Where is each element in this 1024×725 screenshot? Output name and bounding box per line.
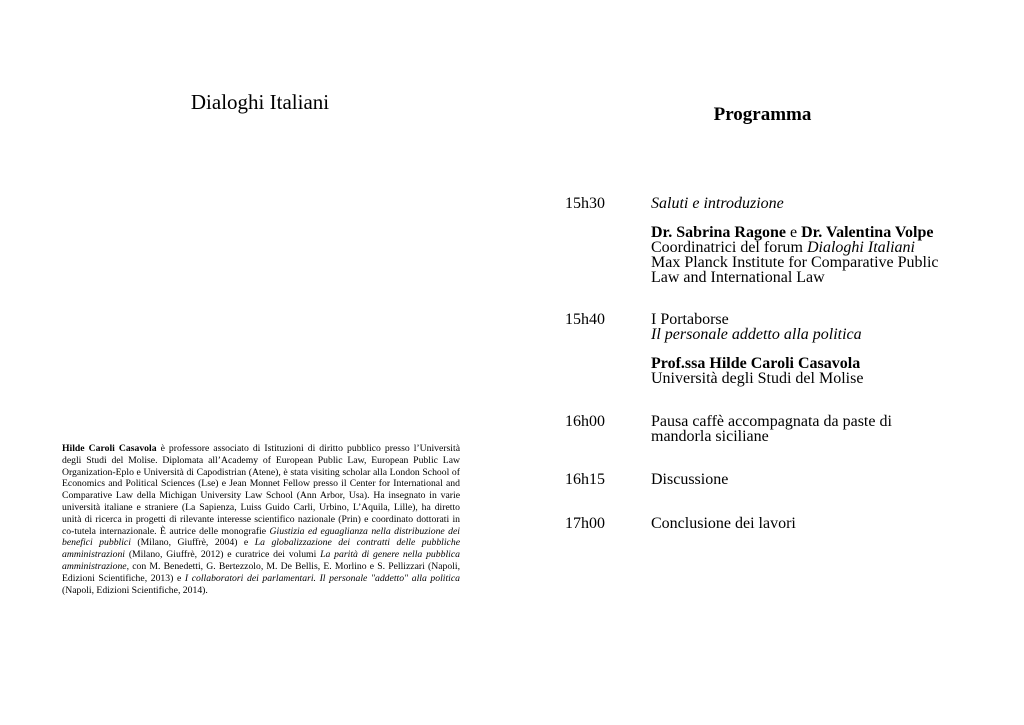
program-content <box>651 472 981 487</box>
forum-name: Dialoghi Italiani <box>806 239 915 256</box>
program-content <box>651 414 981 444</box>
program-time: 16h00 <box>565 413 605 430</box>
program-title-text: I Portaborse <box>651 311 729 328</box>
program-title-text: mandorla siciliane <box>651 428 769 445</box>
program-content <box>651 516 981 531</box>
program-subtitle: Il personale addetto alla politica <box>651 326 862 343</box>
program-title-text: Conclusione dei lavori <box>651 515 796 532</box>
bio-name: Hilde Caroli Casavola <box>62 443 157 454</box>
affiliation-line: Max Planck Institute for Comparative Public <box>651 254 939 271</box>
bio-book-1: Giustizia ed eguaglianza nella distribuzione dei benefici pubblici <box>62 525 460 549</box>
program-title-text: Discussione <box>651 471 729 488</box>
program-time: 17h00 <box>565 515 605 532</box>
speaker-name: Dr. Sabrina Ragone <box>651 224 786 241</box>
program-title-text: Pausa caffè accompagnata da paste di <box>651 413 892 430</box>
speaker-role <box>651 240 981 255</box>
bio-book-3: La parità di genere nella pubblica amministrazione <box>62 549 460 572</box>
bio-book-4: I collaboratori dei parlamentari. Il personale "addetto" alla politica <box>184 572 460 584</box>
program-time: 16h15 <box>565 471 605 488</box>
program-content <box>651 196 981 285</box>
affiliation-line: Law and International Law <box>651 269 825 286</box>
program-content <box>651 312 981 386</box>
program-title-text: Saluti e introduzione <box>651 195 784 212</box>
speakers-line <box>651 225 981 240</box>
speaker-conjunction: e <box>785 224 802 241</box>
bio-text-1: è professore associato di Istituzioni di diritto pubblico presso l’Università degli Studi del Molise. Diplomata all’Academy of European Public Law, European Public Law Organization-Eplo e Università di Capodistrian (Atene), è stata visiting scholar alla London School of Economics and Political Sciences (Lse) e Jean Monnet Fellow presso il Center for International and Comparative Law della Michigan University Law School (Ann Arbor, Usa). Ha insegnato in varie università italiane e straniere (La Sapienza, Luiss Guido Carli, Urbino, L’Aquila, Lille), ha diretto unità di ricerca in progetti di rilevante interesse scientifico nazionale (Prin) e coordinato dottorati in co-tutela internazionale. È autrice delle monografie <box>62 443 460 537</box>
bio-text-3: (Milano, Giuffrè, 2012) e curatrice dei volumi <box>124 549 321 561</box>
speaker-bio <box>62 443 460 596</box>
program-time: 15h30 <box>565 195 605 212</box>
bio-book-2: La globalizzazione dei contratti delle pubbliche amministrazioni <box>62 537 460 561</box>
program-time: 15h40 <box>565 311 605 328</box>
bio-text-2: (Milano, Giuffrè, 2004) e <box>130 537 255 549</box>
bio-text-4: , con M. Benedetti, G. Bertezzolo, M. De Bellis, E. Morlino e S. Pellizzari (Napoli, Edizioni Scientifiche, 2013) e <box>62 560 460 584</box>
bio-text-5: (Napoli, Edizioni Scientifiche, 2014). <box>62 584 208 596</box>
program-title: Programma <box>713 104 812 125</box>
role-prefix: Coordinatrici del forum <box>651 239 807 256</box>
affiliation-line: Università degli Studi del Molise <box>651 370 864 387</box>
speaker-name: Dr. Valentina Volpe <box>801 224 934 241</box>
speaker-name: Prof.ssa Hilde Caroli Casavola <box>651 355 861 372</box>
series-title: Dialoghi Italiani <box>190 90 330 114</box>
